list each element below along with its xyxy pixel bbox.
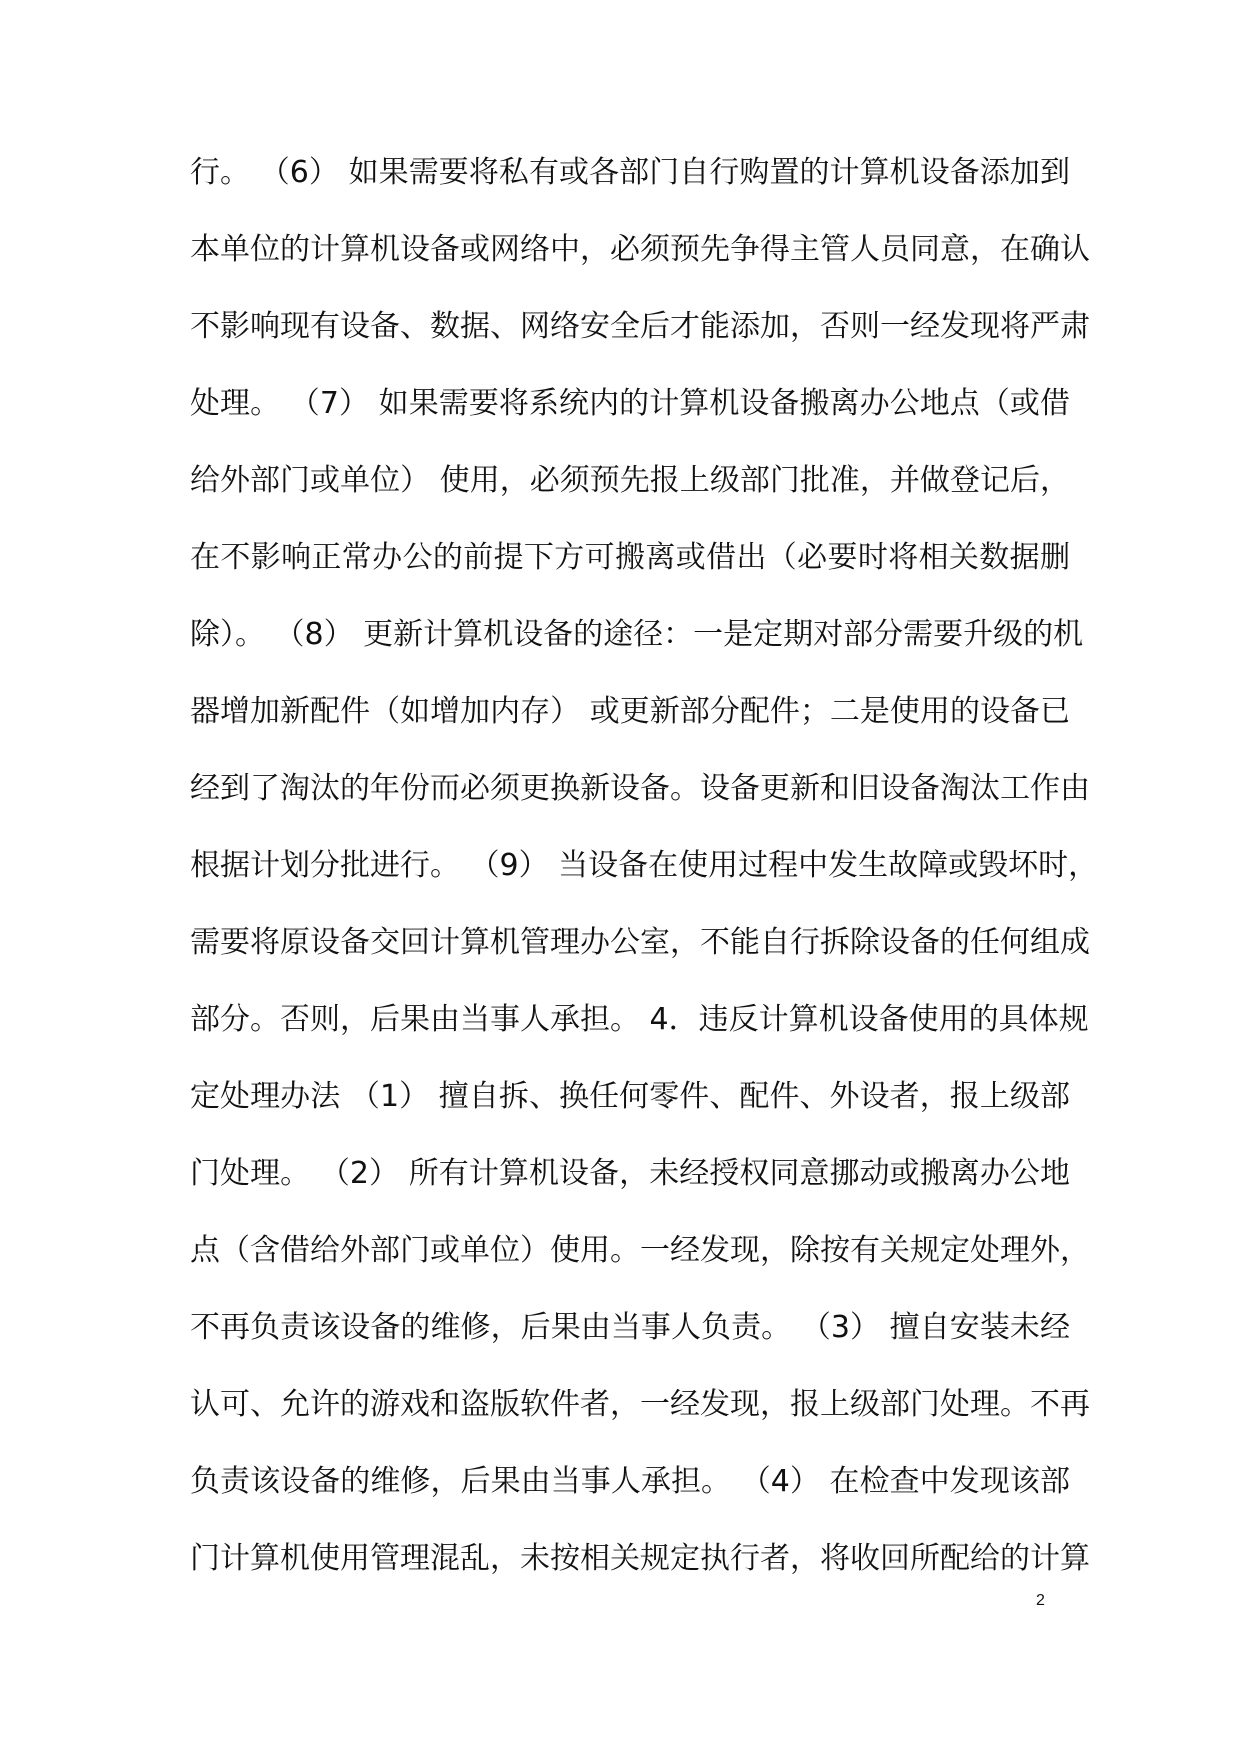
body-text: [190, 145, 1099, 1608]
text-line-9: 经到了淘汰的年份而必须更换新设备。设备更新和旧设备淘汰工作由: [190, 771, 1090, 806]
text-line-7: 除）。 （8） 更新计算机设备的途径：一是定期对部分需要升级的机: [190, 617, 1084, 652]
text-line-13: 定处理办法 （1） 擅自拆、换任何零件、配件、外设者，报上级部: [190, 1079, 1070, 1114]
text-line-15: 点（含借给外部门或单位）使用。一经发现，除按有关规定处理外，: [190, 1233, 1090, 1268]
page-number: 2: [1036, 1592, 1045, 1609]
text-line-14: 门处理。 （2） 所有计算机设备，未经授权同意挪动或搬离办公地: [190, 1156, 1070, 1191]
text-line-11: 需要将原设备交回计算机管理办公室，不能自行拆除设备的任何组成: [190, 925, 1090, 960]
text-line-18: 负责该设备的维修，后果由当事人承担。 （4） 在检查中发现该部: [190, 1464, 1070, 1499]
text-line-4: 处理。 （7） 如果需要将系统内的计算机设备搬离办公地点（或借: [190, 386, 1070, 421]
text-line-17: 认可、允许的游戏和盗版软件者，一经发现，报上级部门处理。不再: [190, 1387, 1090, 1422]
text-line-8: 器增加新配件（如增加内存） 或更新部分配件；二是使用的设备已: [190, 694, 1070, 729]
text-line-3: 不影响现有设备、数据、网络安全后才能添加，否则一经发现将严肃: [190, 309, 1090, 344]
text-line-16: 不再负责该设备的维修，后果由当事人负责。 （3） 擅自安装未经: [190, 1310, 1070, 1345]
text-line-2: 本单位的计算机设备或网络中，必须预先争得主管人员同意，在确认: [190, 232, 1090, 267]
text-line-5: 给外部门或单位） 使用，必须预先报上级部门批准，并做登记后，: [190, 463, 1070, 498]
text-line-10: 根据计划分批进行。 （9） 当设备在使用过程中发生故障或毁坏时，: [190, 848, 1099, 883]
text-line-1: 行。 （6） 如果需要将私有或各部门自行购置的计算机设备添加到: [190, 155, 1070, 190]
text-line-6: 在不影响正常办公的前提下方可搬离或借出（必要时将相关数据删: [190, 540, 1070, 575]
text-line-12: 部分。否则，后果由当事人承担。 4．违反计算机设备使用的具体规: [190, 1002, 1089, 1037]
text-line-19: 门计算机使用管理混乱，未按相关规定执行者，将收回所配给的计算: [190, 1541, 1090, 1576]
